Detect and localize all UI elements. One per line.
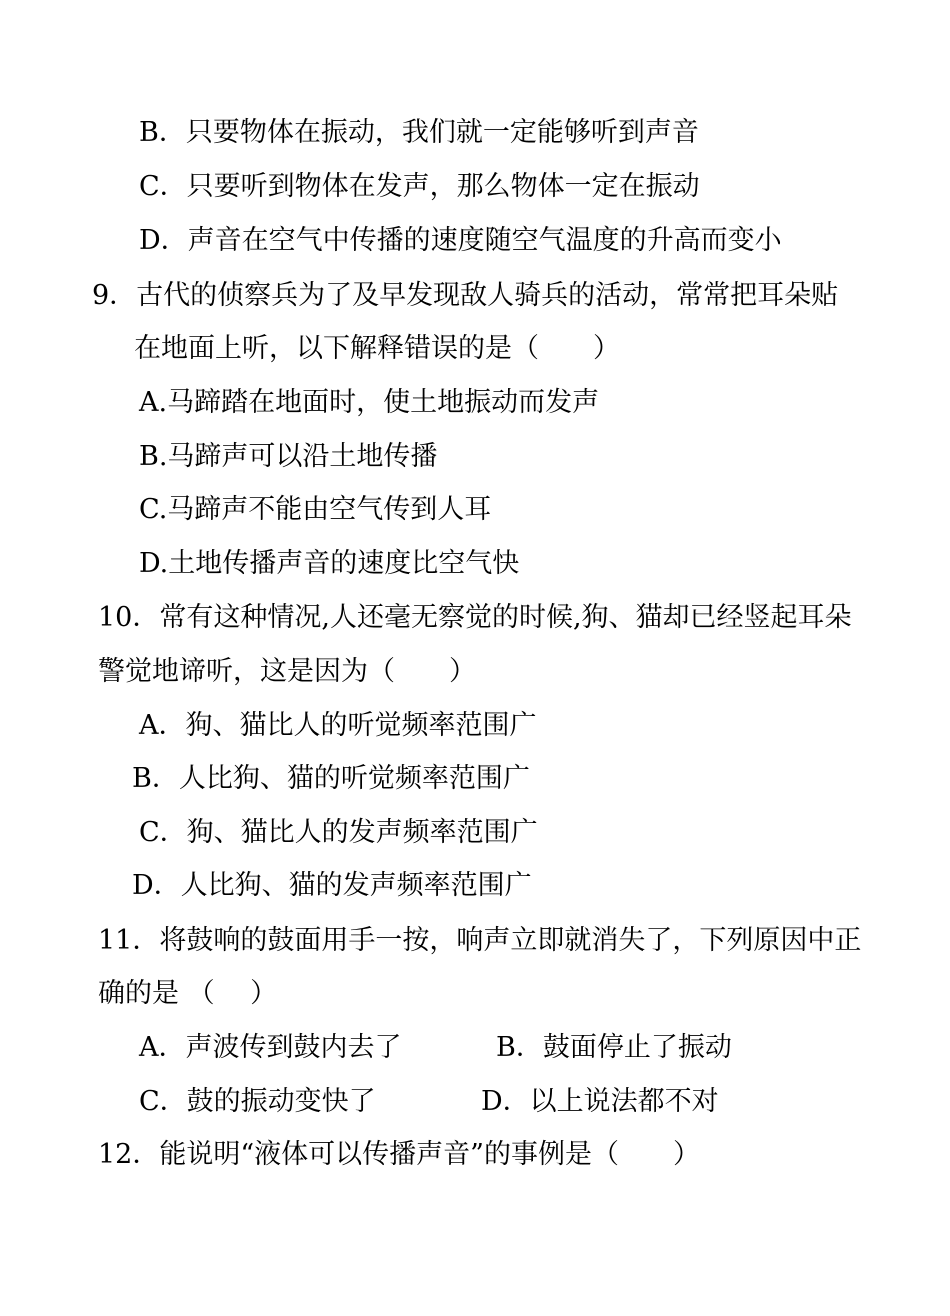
q10-option-a: A．狗、猫比人的听觉频率范围广	[139, 710, 537, 741]
q11-stem-line2: 确的是 （ ）	[98, 978, 278, 1009]
q8-option-c: C．只要听到物体在发声，那么物体一定在振动	[139, 171, 700, 202]
q10-option-d: D．人比狗、猫的发声频率范围广	[132, 870, 532, 901]
q10-stem-line2: 警觉地谛听，这是因为（ ）	[98, 656, 476, 687]
q12-stem-line1: 12．能说明“液体可以传播声音”的事例是（ ）	[98, 1139, 700, 1170]
q8-option-b: B．只要物体在振动，我们就一定能够听到声音	[139, 117, 699, 148]
q9-option-a: A.马蹄踏在地面时，使土地振动而发声	[139, 387, 600, 418]
q9-option-d: D.土地传播声音的速度比空气快	[139, 548, 520, 579]
q9-stem-line1: 9．古代的侦察兵为了及早发现敌人骑兵的活动，常常把耳朵贴	[92, 280, 839, 311]
q9-stem-line2: 在地面上听，以下解释错误的是（ ）	[134, 333, 620, 364]
q9-option-b: B.马蹄声可以沿土地传播	[139, 441, 438, 472]
q10-option-c: C．狗、猫比人的发声频率范围广	[139, 817, 538, 848]
q11-option-a: A．声波传到鼓内去了	[139, 1032, 402, 1063]
q11-option-b: B．鼓面停止了振动	[496, 1032, 732, 1063]
q11-option-d: D．以上说法都不对	[481, 1086, 719, 1117]
q10-stem-line1: 10．常有这种情况,人还毫无察觉的时候,狗、猫却已经竖起耳朵	[98, 602, 852, 633]
q10-option-b: B．人比狗、猫的听觉频率范围广	[132, 763, 530, 794]
q8-option-d: D．声音在空气中传播的速度随空气温度的升高而变小	[139, 225, 782, 256]
q11-option-c: C．鼓的振动变快了	[139, 1086, 376, 1117]
q9-option-c: C.马蹄声不能由空气传到人耳	[139, 494, 492, 525]
q11-stem-line1: 11．将鼓响的鼓面用手一按，响声立即就消失了，下列原因中正	[98, 925, 862, 956]
